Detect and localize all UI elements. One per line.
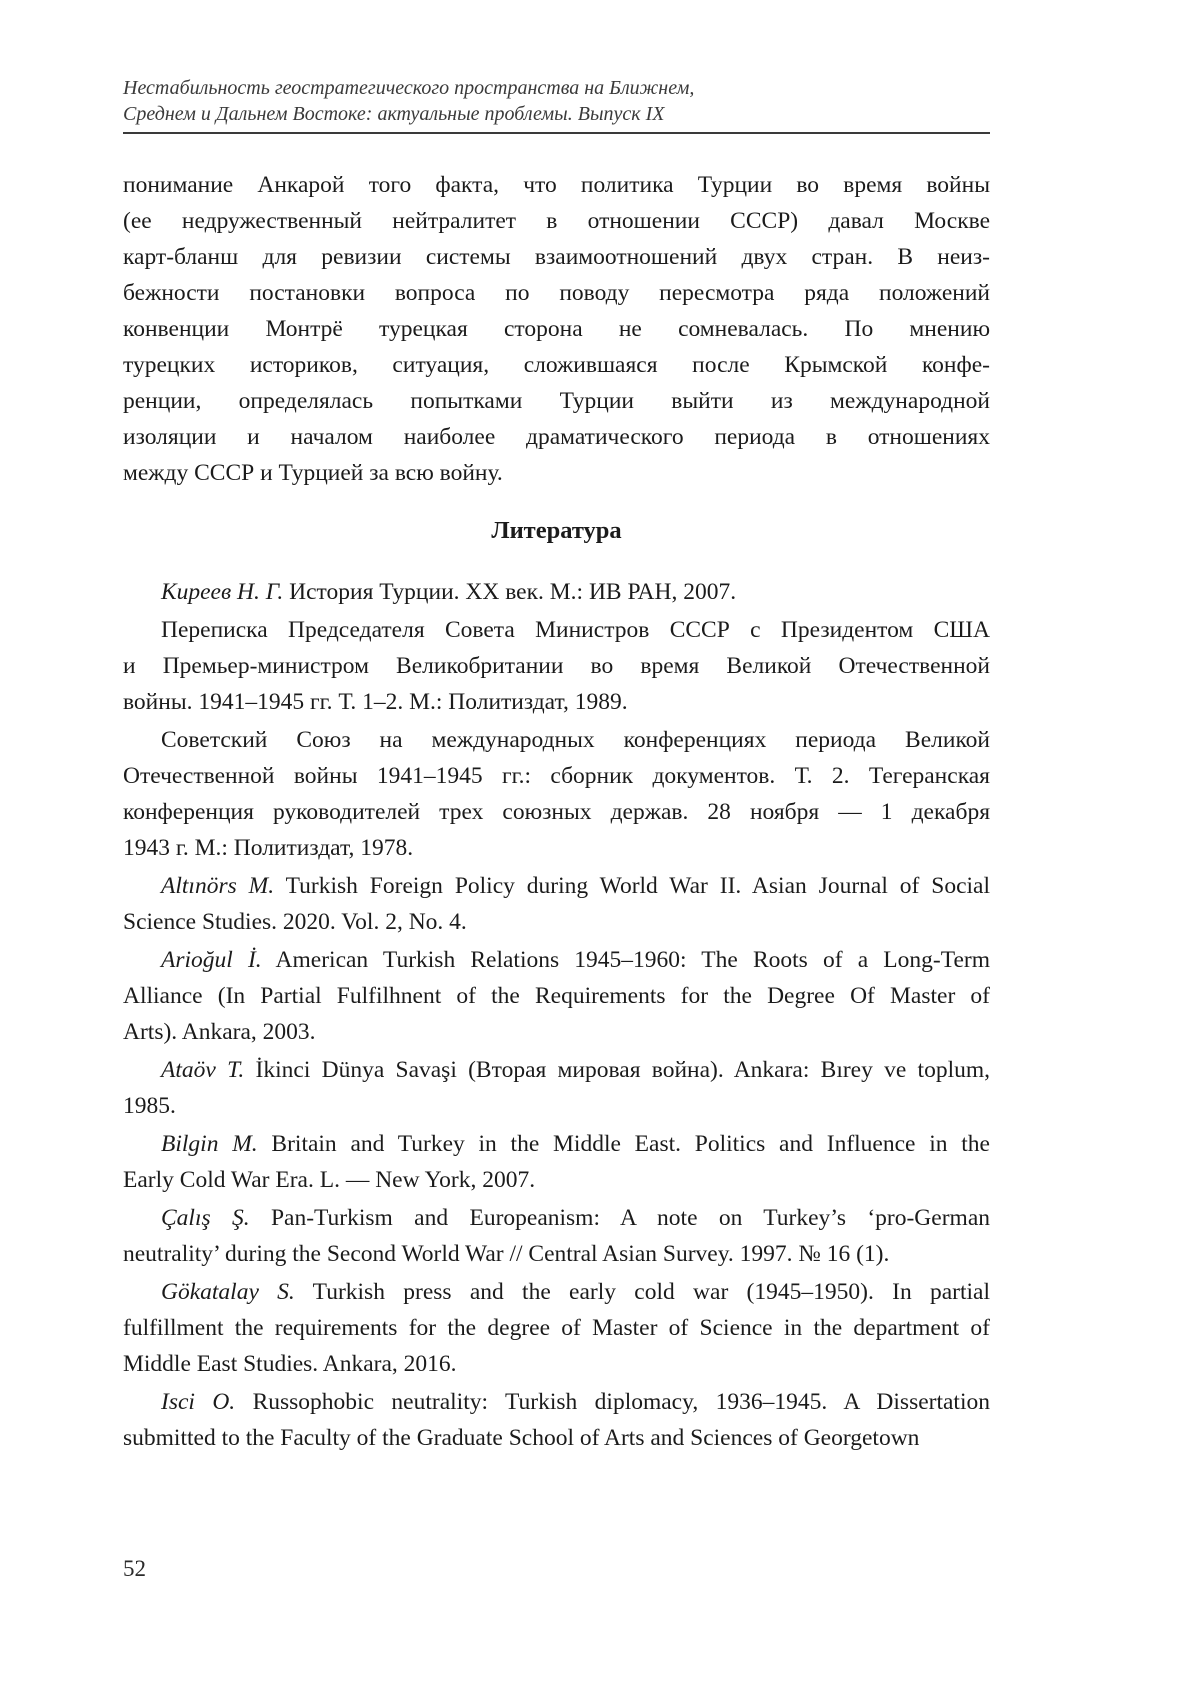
bibliography-line: Ataöv T. İkinci Dünya Savaşi (Вторая мировая война). Ankara: Bırey ve toplum, xyxy=(161,1057,990,1083)
page-number: 52 xyxy=(123,1556,146,1581)
bibliography-line: fulfillment the requirements for the degree of Master of Science in the department of xyxy=(123,1315,990,1341)
bibliography-line: Отечественной войны 1941–1945 гг.: сборник документов. Т. 2. Тегеранская xyxy=(123,763,990,789)
bibliography-line: Altınörs M. Turkish Foreign Policy during World War II. Asian Journal of Social xyxy=(161,873,991,899)
bibliography-entry xyxy=(123,722,990,866)
bibliography-entry xyxy=(123,1200,990,1272)
bibliography-line: submitted to the Faculty of the Graduate School of Arts and Sciences of Georgetown xyxy=(123,1425,920,1451)
bibliography-author: Arioğul İ. xyxy=(161,947,262,973)
bibliography-author: Çalış Ş. xyxy=(161,1205,250,1231)
bibliography-entry xyxy=(123,1274,990,1382)
bibliography-list xyxy=(123,574,990,1456)
bibliography-entry xyxy=(123,612,990,720)
bibliography-line: Alliance (In Partial Fulfilhnent of the Requirements for the Degree Of Master of xyxy=(123,983,990,1009)
bibliography-line: Isci O. Russophobic neutrality: Turkish diplomacy, 1936–1945. A Dissertation xyxy=(161,1389,990,1415)
bibliography-author: Киреев Н. Г. xyxy=(161,579,284,605)
paragraph-line: конвенции Монтрё турецкая сторона не сомневалась. По мнению xyxy=(123,316,990,342)
body-paragraph xyxy=(123,167,990,491)
bibliography-line: Советский Союз на международных конференциях периода Великой xyxy=(161,727,990,753)
paragraph-line: турецких историков, ситуация, сложившаяся после Крымской конфе- xyxy=(123,352,990,378)
bibliography-entry xyxy=(123,1384,990,1456)
bibliography-line: конференция руководителей трех союзных держав. 28 ноября — 1 декабря xyxy=(123,799,990,825)
bibliography-line: 1985. xyxy=(123,1093,176,1119)
bibliography-author: Gökatalay S. xyxy=(161,1279,295,1305)
bibliography-entry xyxy=(123,1126,990,1198)
page-content xyxy=(123,75,990,1458)
bibliography-author: Isci O. xyxy=(161,1389,236,1415)
bibliography-line: Переписка Председателя Совета Министров СССР с Президентом США xyxy=(161,617,990,643)
bibliography-line: Gökatalay S. Turkish press and the early cold war (1945–1950). In partial xyxy=(161,1279,991,1305)
bibliography-line: Bilgin M. Britain and Turkey in the Middle East. Politics and Influence in the xyxy=(161,1131,990,1157)
bibliography-line: 1943 г. М.: Политиздат, 1978. xyxy=(123,835,414,861)
section-heading: Литература xyxy=(491,517,622,544)
bibliography-entry xyxy=(123,1052,990,1124)
bibliography-author: Bilgin M. xyxy=(161,1131,258,1157)
bibliography-author: Altınörs M. xyxy=(161,873,275,899)
bibliography-author: Ataöv T. xyxy=(161,1057,245,1083)
bibliography-line: Early Cold War Era. L. — New York, 2007. xyxy=(123,1167,536,1193)
bibliography-line: Middle East Studies. Ankara, 2016. xyxy=(123,1351,457,1377)
bibliography-line: Çalış Ş. Pan-Turkism and Europeanism: A note on Turkey’s ‘pro-German xyxy=(161,1205,990,1231)
running-header xyxy=(123,75,990,134)
paragraph-line: между СССР и Турцией за всю войну. xyxy=(123,460,503,486)
bibliography-entry xyxy=(123,574,990,610)
bibliography-line: и Премьер-министром Великобритании во время Великой Отечественной xyxy=(123,653,990,679)
bibliography-entry xyxy=(123,942,990,1050)
paragraph-line: бежности постановки вопроса по поводу пересмотра ряда положений xyxy=(123,280,990,306)
bibliography-line: Arioğul İ. American Turkish Relations 1945–1960: The Roots of a Long-Term xyxy=(161,947,990,973)
bibliography-entry xyxy=(123,868,990,940)
paragraph-line: понимание Анкарой того факта, что политика Турции во время войны xyxy=(123,172,990,198)
running-header-line2: Среднем и Дальнем Востоке: актуальные проблемы. Выпуск IX xyxy=(123,103,665,125)
running-header-line1: Нестабильность геостратегического пространства на Ближнем, xyxy=(123,77,695,99)
bibliography-line: Science Studies. 2020. Vol. 2, No. 4. xyxy=(123,909,467,935)
paragraph-line: (ее недружественный нейтралитет в отношении СССР) давал Москве xyxy=(123,208,990,234)
bibliography-line: войны. 1941–1945 гг. Т. 1–2. М.: Политиздат, 1989. xyxy=(123,689,628,715)
bibliography-line: Киреев Н. Г. История Турции. XX век. М.: ИВ РАН, 2007. xyxy=(161,579,737,605)
bibliography-line: Arts). Ankara, 2003. xyxy=(123,1019,316,1045)
bibliography-line: neutrality’ during the Second World War // Central Asian Survey. 1997. № 16 (1). xyxy=(123,1241,890,1267)
paragraph-line: карт-бланш для ревизии системы взаимоотношений двух стран. В неиз- xyxy=(123,244,990,270)
paragraph-line: изоляции и началом наиболее драматического периода в отношениях xyxy=(123,424,990,450)
paragraph-line: ренции, определялась попытками Турции выйти из международной xyxy=(123,388,990,414)
